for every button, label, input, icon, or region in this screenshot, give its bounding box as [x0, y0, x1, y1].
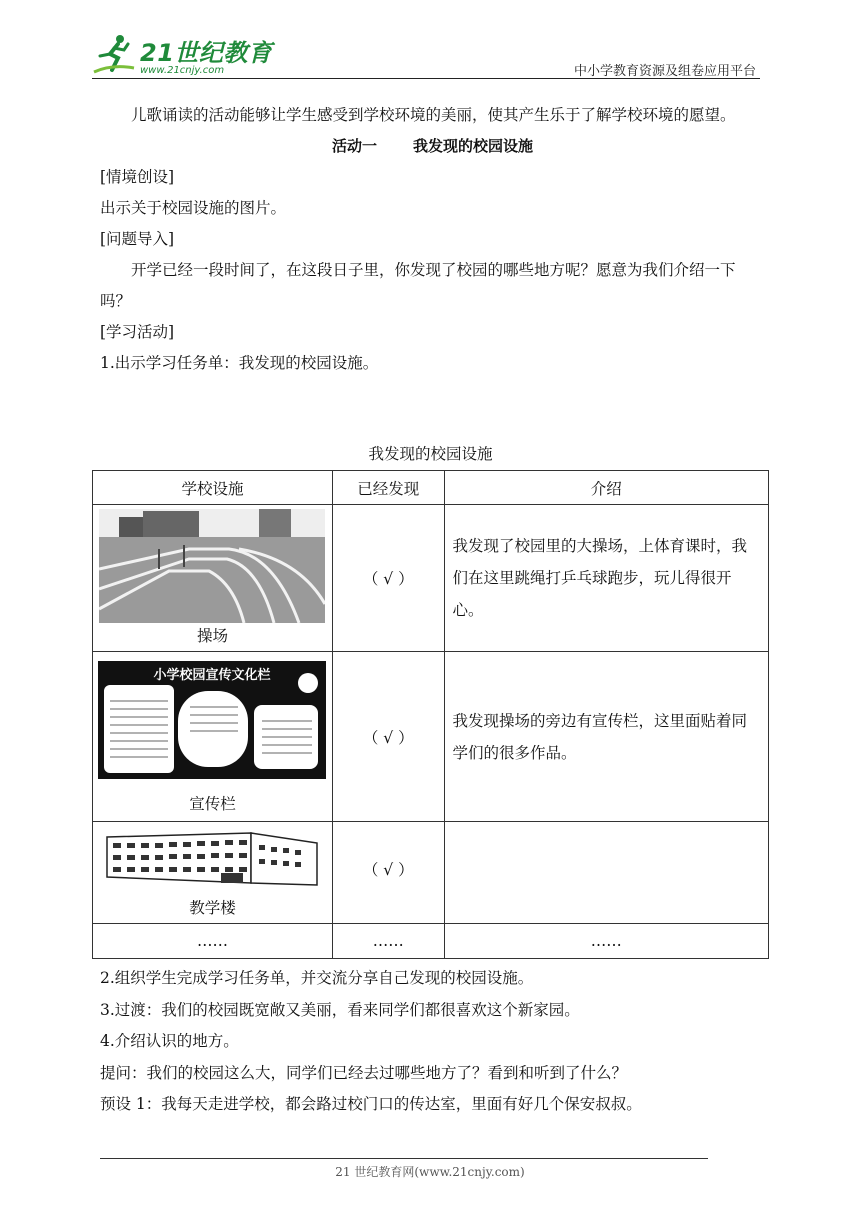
header-divider — [92, 78, 760, 79]
found-cell: （ √ ） — [332, 652, 444, 822]
ellipsis-cell: …… — [444, 924, 769, 959]
question-prompt: 提问：我们的校园这么大，同学们已经去过哪些地方了？看到和听到了什么？ — [100, 1063, 628, 1082]
activity-heading — [100, 131, 765, 162]
facility-name: 操场 — [196, 626, 228, 645]
facility-cell — [93, 822, 333, 924]
facilities-table — [92, 470, 769, 959]
found-cell: （ √ ） — [332, 822, 444, 924]
facility-cell — [93, 652, 333, 822]
table-row — [93, 505, 769, 652]
intro-cell — [444, 822, 769, 924]
step-1: 1.出示学习任务单：我发现的校园设施。 — [100, 354, 379, 372]
ellipsis-cell: …… — [332, 924, 444, 959]
page-header — [92, 30, 760, 80]
logo — [92, 32, 272, 76]
preset-1: 预设 1：我每天走进学校，都会路过校门口的传达室，里面有好几个保安叔叔。 — [100, 1095, 642, 1113]
playground-image — [99, 509, 325, 623]
scenario-heading: [情境创设] — [100, 168, 175, 186]
table-caption: 我发现的校园设施 — [368, 445, 493, 463]
header-intro: 介绍 — [444, 471, 769, 505]
teaching-building-image — [101, 827, 323, 887]
scenario-text: 出示关于校园设施的图片。 — [100, 199, 287, 217]
ellipsis-cell: …… — [93, 924, 333, 959]
brand-url: www.21cnjy.com — [140, 65, 225, 76]
table-row — [93, 652, 769, 822]
question-heading: [问题导入] — [100, 230, 175, 248]
header-slogan: 中小学教育资源及组卷应用平台 — [573, 64, 756, 79]
footer-divider — [100, 1158, 708, 1159]
facility-name: 教学楼 — [189, 898, 236, 917]
steps-section — [100, 963, 765, 1121]
facility-cell — [93, 505, 333, 652]
facility-name: 宣传栏 — [189, 794, 236, 813]
header-facility: 学校设施 — [93, 471, 333, 505]
question-text: 开学已经一段时间了，在这段日子里，你发现了校园的哪些地方呢？愿意为我们介绍一下吗？ — [100, 261, 736, 310]
activity-title: 我发现的校园设施 — [413, 137, 534, 155]
table-row — [93, 924, 769, 959]
main-content — [100, 100, 765, 379]
brand-name: 21世纪教育 — [140, 39, 273, 67]
table-header-row — [93, 471, 769, 505]
runner-logo-icon — [92, 32, 136, 76]
board-title: 小学校园宣传文化栏 — [153, 667, 271, 683]
bulletin-board-image — [98, 661, 326, 779]
step-3: 3.过渡：我们的校园既宽敞又美丽，看来同学们都很喜欢这个新家园。 — [100, 1000, 580, 1019]
step-4: 4.介绍认识的地方。 — [100, 1032, 239, 1050]
intro-paragraph: 儿歌诵读的活动能够让学生感受到学校环境的美丽，使其产生乐于了解学校环境的愿望。 — [131, 106, 736, 124]
page-footer: 21 世纪教育网(www.21cnjy.com) — [335, 1165, 525, 1179]
intro-cell: 我发现操场的旁边有宣传栏，这里面贴着同学们的很多作品。 — [444, 652, 769, 822]
step-2: 2.组织学生完成学习任务单，并交流分享自己发现的校园设施。 — [100, 969, 534, 987]
activity-label: 活动一 — [331, 137, 377, 155]
intro-cell: 我发现了校园里的大操场，上体育课时，我们在这里跳绳打乒乓球跑步，玩儿得很开心。 — [444, 505, 769, 652]
learning-heading: [学习活动] — [100, 323, 175, 341]
header-found: 已经发现 — [332, 471, 444, 505]
table-row — [93, 822, 769, 924]
found-cell: （ √ ） — [332, 505, 444, 652]
